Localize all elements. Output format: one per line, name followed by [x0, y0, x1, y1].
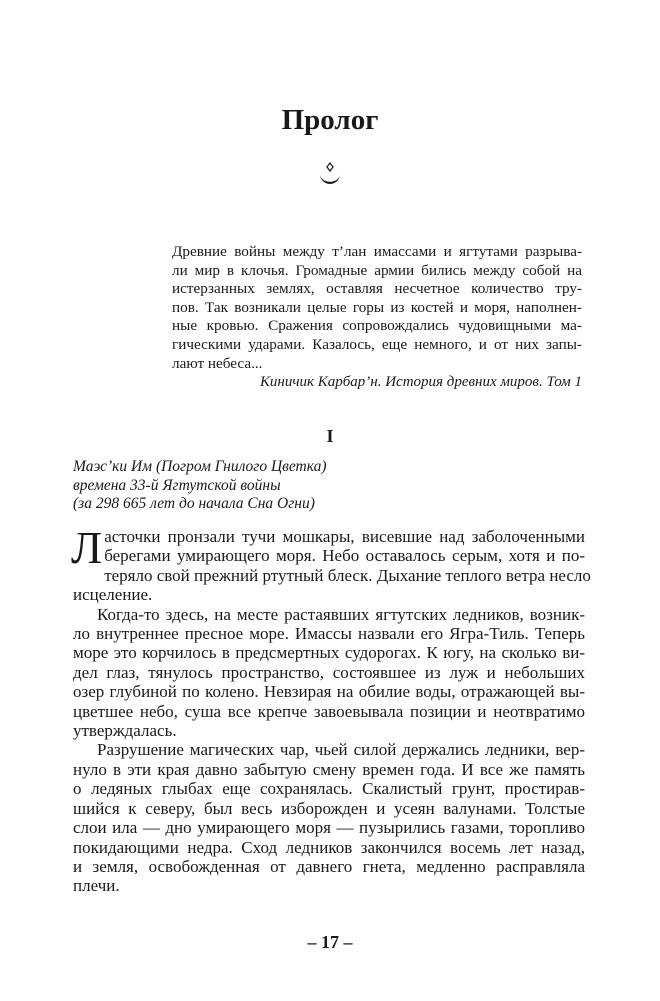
- page-number: – 17 –: [307, 932, 353, 952]
- text-line: ло внутреннее пресное море. Имассы назвали его Ягра-Тиль. Теперь: [73, 624, 585, 644]
- subtitle-line: Маэс’ки Им (Погром Гнилого Цветка): [73, 458, 327, 475]
- text-line: шийся к северу, был весь изборожден и усеян валунами. Толстые: [73, 798, 585, 818]
- text-line: море это корчилось в предсмертных судорогах. К югу, на сколько ви-: [73, 643, 585, 663]
- text-line: утверждалась.: [73, 721, 177, 741]
- text-line: озер глубиной по колено. Невзирая на обилие воды, отражающей вы-: [73, 682, 585, 702]
- text-line: и земля, освобожденная от давнего гнета, медленно расправляла: [73, 856, 585, 876]
- subtitle-line: времена 33-й Ягтутской войны: [73, 476, 281, 494]
- epigraph-attribution: Киничик Карбар’н. История древних миров. Том 1: [259, 374, 582, 390]
- text-line: исцеление.: [73, 585, 153, 605]
- crescent-ornament-icon: [315, 160, 345, 190]
- drop-cap: Л: [71, 522, 103, 573]
- subtitle-line: (за 298 665 лет до начала Сна Огни): [73, 495, 315, 512]
- text-line: истерзанных землях, оставляя несчетное количество тру-: [172, 280, 582, 298]
- paragraph-1: [71, 522, 591, 605]
- text-line: ли мир в клочья. Громадные армии бились между собой на: [172, 261, 582, 279]
- paragraph-3: [73, 740, 585, 895]
- section-number: I: [326, 426, 334, 446]
- text-line: о ледяных глыбах еще сохранялась. Скалистый грунт, простирав-: [73, 779, 585, 799]
- epigraph: [172, 243, 582, 373]
- text-line: слои ила — дно умирающего моря — пузырились газами, торопливо: [73, 818, 585, 838]
- text-line: нуло в эти края давно забытую смену времен года. И все же память: [73, 759, 585, 779]
- text-line: пов. Так возникали целые горы из костей и моря, наполнен-: [172, 298, 582, 316]
- text-line: ные кровью. Сражения сопровождались чудовищными ма-: [172, 317, 582, 335]
- text-line: дел глаз, тянулось пространство, состоявшее из луж и небольших: [73, 662, 585, 682]
- text-line: покидающими недра. Сход ледников закончился восемь лет назад,: [73, 837, 585, 857]
- text-line: берегами умирающего моря. Небо оставалось серым, хотя и по-: [104, 546, 585, 566]
- body-text: [71, 522, 591, 896]
- text-line: Древние войны между т’лан имассами и ягтутами разрыва-: [172, 243, 582, 260]
- text-line: асточки пронзали тучи мошкары, висевшие над заболоченными: [104, 527, 585, 546]
- text-line: Когда-то здесь, на месте растаявших ягтутских ледников, возник-: [97, 604, 585, 624]
- chapter-title: Пролог: [281, 104, 379, 136]
- section-subtitle: [73, 458, 327, 514]
- text-line: теряло свой прежний ртутный блеск. Дыхание теплого ветра несло: [104, 565, 591, 585]
- text-line: цветшее небо, суша все крепче завоевывала позиции и неотвратимо: [73, 701, 585, 721]
- text-line: плечи.: [73, 876, 120, 896]
- text-line: гическими ударами. Казалось, еще немного, и от них запы-: [172, 335, 582, 353]
- paragraph-2: [73, 605, 585, 741]
- text-line: лают небеса...: [172, 354, 263, 372]
- text-line: Разрушение магических чар, чьей силой держались ледники, вер-: [97, 740, 585, 760]
